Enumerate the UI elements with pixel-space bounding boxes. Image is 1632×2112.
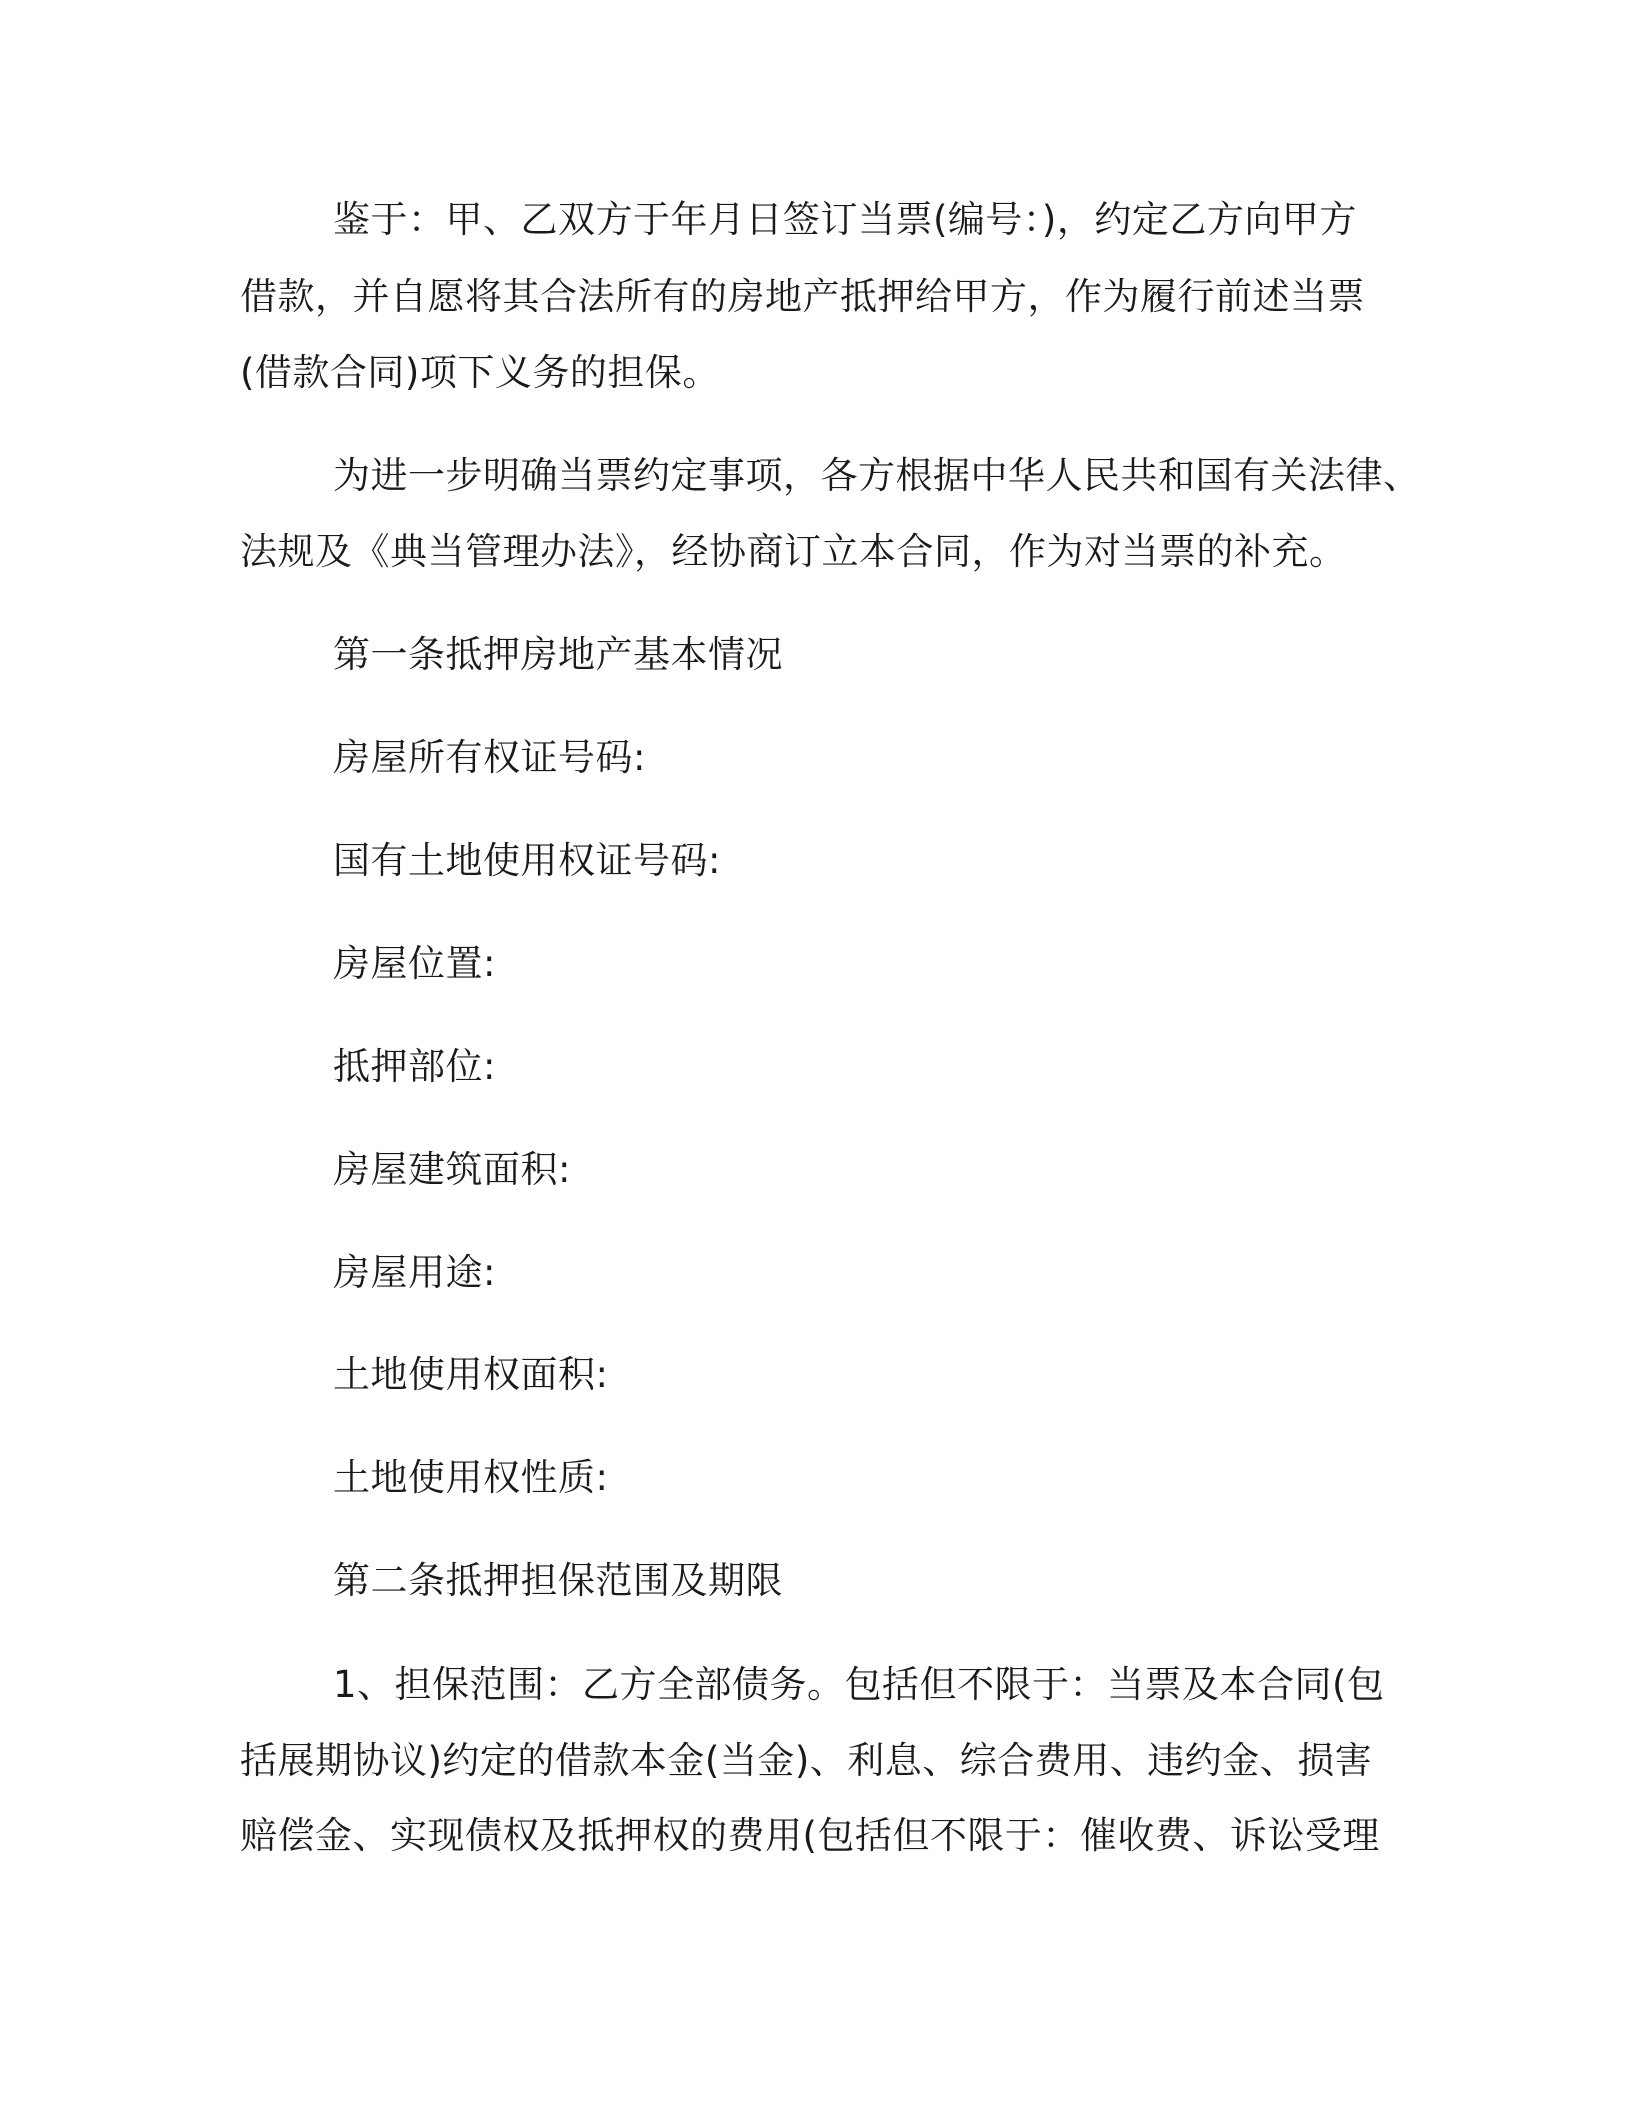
- section-heading-1: 第一条抵押房地产基本情况: [333, 633, 783, 676]
- field-land-area: 土地使用权面积:: [333, 1353, 609, 1396]
- paragraph-1-line-2: 借款，并自愿将其合法所有的房地产抵押给甲方，作为履行前述当票: [240, 275, 1365, 318]
- paragraph-2-line-2: 法规及《典当管理办法》，经协商订立本合同，作为对当票的补充。: [240, 530, 1347, 573]
- field-mortgage-part: 抵押部位:: [333, 1045, 496, 1088]
- paragraph-3-line-2: 括展期协议)约定的借款本金(当金)、利息、综合费用、违约金、损害: [240, 1739, 1373, 1782]
- field-land-nature: 土地使用权性质:: [333, 1456, 609, 1499]
- field-house-location: 房屋位置:: [333, 942, 496, 985]
- paragraph-2-line-1: 为进一步明确当票约定事项，各方根据中华人民共和国有关法律、: [333, 454, 1421, 497]
- paragraph-3-line-1: 1、担保范围：乙方全部债务。包括但不限于：当票及本合同(包: [333, 1663, 1385, 1706]
- paragraph-1-line-1: 鉴于：甲、乙双方于年月日签订当票(编号：)，约定乙方向甲方: [333, 198, 1357, 241]
- field-land-certificate-number: 国有土地使用权证号码:: [333, 839, 721, 882]
- field-building-area: 房屋建筑面积:: [333, 1148, 571, 1191]
- field-house-use: 房屋用途:: [333, 1251, 496, 1294]
- section-heading-2: 第二条抵押担保范围及期限: [333, 1559, 783, 1602]
- paragraph-3-line-3: 赔偿金、实现债权及抵押权的费用(包括但不限于：催收费、诉讼受理: [240, 1814, 1380, 1857]
- paragraph-1-line-3: (借款合同)项下义务的担保。: [240, 351, 720, 394]
- field-certificate-number: 房屋所有权证号码:: [333, 736, 646, 779]
